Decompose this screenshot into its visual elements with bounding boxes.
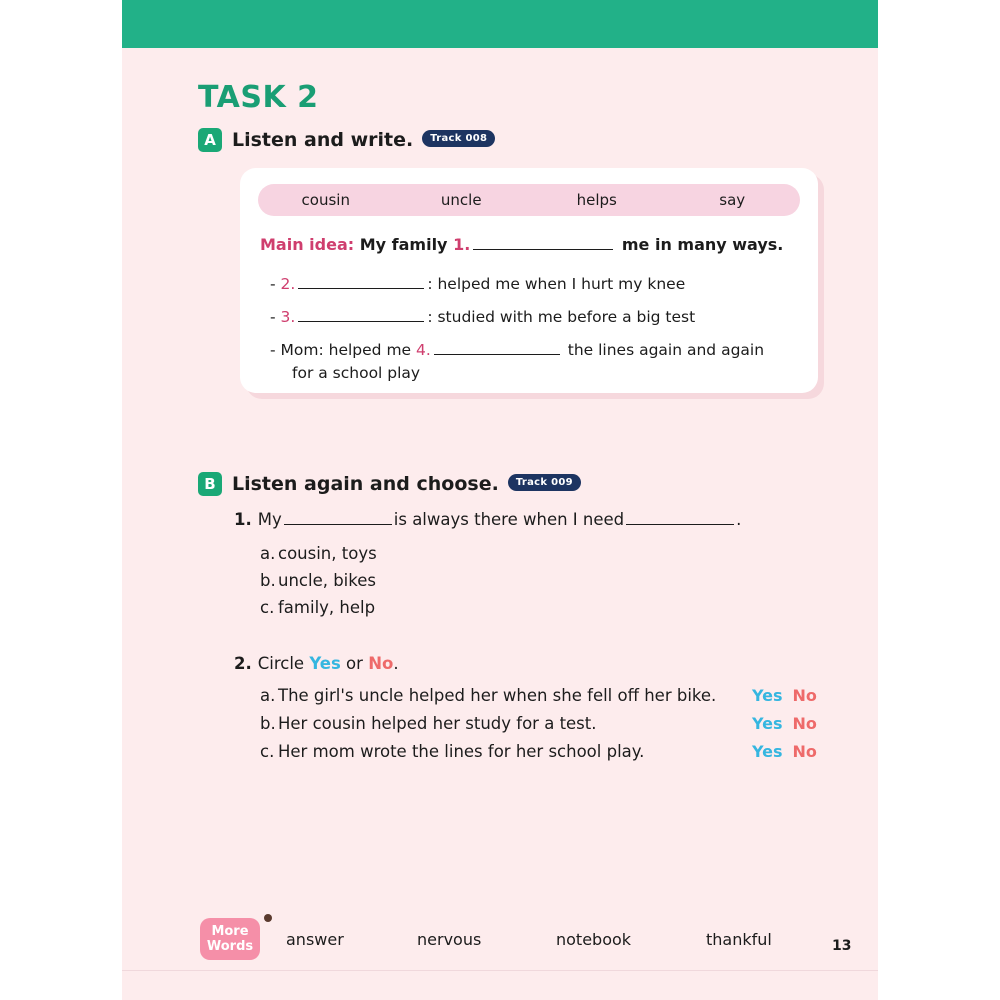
main-idea-text-after: me in many ways. — [621, 235, 784, 254]
yes-option-a[interactable]: Yes — [752, 686, 783, 705]
no-option-a[interactable]: No — [792, 686, 817, 705]
footer-word-thankful: thankful — [706, 930, 772, 949]
option-letter: a. — [260, 544, 276, 563]
question-2-prompt-start: Circle — [257, 654, 305, 673]
word-bank — [258, 184, 800, 216]
card-item-4-prefix: Mom: helped me — [280, 341, 412, 359]
yes-option-b[interactable]: Yes — [752, 714, 783, 733]
word-bank-item: cousin — [301, 191, 350, 209]
top-green-band — [122, 0, 878, 48]
card-item-3-text: : studied with me before a big test — [427, 308, 696, 326]
answer-blank-4[interactable] — [434, 339, 560, 355]
card-item-4-continued: for a school play — [292, 364, 421, 382]
option-letter: c. — [260, 742, 275, 761]
page-title: TASK 2 — [198, 80, 319, 115]
card-item-2 — [270, 273, 685, 293]
word-bank-item: uncle — [440, 191, 482, 209]
more-words-badge — [200, 918, 260, 960]
blank-number-4: 4. — [416, 341, 431, 359]
option-text: family, help — [278, 598, 376, 617]
section-a-instruction: Listen and write. — [232, 129, 414, 151]
worksheet-page — [122, 0, 878, 1000]
question-1-option-c[interactable] — [260, 598, 375, 617]
question-1-text-end: . — [736, 510, 742, 529]
dash: - — [270, 308, 276, 326]
section-a-header — [198, 128, 495, 152]
question-2-option-a — [260, 686, 716, 705]
option-text: cousin, toys — [278, 544, 377, 563]
track-pill-008[interactable]: Track 008 — [422, 130, 495, 147]
question-2-prompt-end: . — [393, 654, 399, 673]
card-item-4-text: the lines again and again — [567, 341, 765, 359]
answer-blank-2[interactable] — [298, 273, 424, 289]
listen-and-write-card — [240, 168, 818, 393]
option-letter: b. — [260, 714, 276, 733]
yes-option-c[interactable]: Yes — [752, 742, 783, 761]
option-text: Her mom wrote the lines for her school play. — [278, 742, 645, 761]
page-number: 13 — [832, 938, 852, 954]
badge-dot-icon — [264, 914, 272, 922]
question-2-or: or — [346, 654, 363, 673]
yes-no-choice-c — [752, 742, 817, 761]
question-1-blank-1[interactable] — [284, 510, 392, 525]
card-item-2-text: : helped me when I hurt my knee — [427, 275, 686, 293]
option-letter: c. — [260, 598, 275, 617]
yes-no-choice-a — [752, 686, 817, 705]
blank-number-2: 2. — [280, 275, 296, 293]
main-idea-label: Main idea: — [260, 235, 355, 254]
question-1 — [234, 510, 741, 529]
question-2-no-word: No — [368, 654, 394, 673]
main-idea-line — [260, 234, 783, 254]
more-words-line2: Words — [206, 939, 254, 954]
answer-blank-1[interactable] — [473, 234, 613, 250]
question-2-yes-word: Yes — [309, 654, 341, 673]
section-b-badge: B — [198, 472, 222, 496]
footer-word-notebook: notebook — [556, 930, 632, 949]
question-1-blank-2[interactable] — [626, 510, 734, 525]
question-1-text-middle: is always there when I need — [393, 510, 625, 529]
dash: - — [270, 275, 276, 293]
question-2 — [234, 654, 399, 673]
main-idea-text-before: My family — [359, 235, 448, 254]
question-2-number: 2. — [234, 654, 252, 673]
question-2-option-c — [260, 742, 644, 761]
footer-divider — [122, 970, 878, 971]
no-option-c[interactable]: No — [792, 742, 817, 761]
question-1-option-a[interactable] — [260, 544, 377, 563]
footer-word-nervous: nervous — [417, 930, 482, 949]
word-bank-item: helps — [576, 191, 617, 209]
option-text: Her cousin helped her study for a test. — [278, 714, 597, 733]
blank-number-3: 3. — [280, 308, 296, 326]
option-letter: a. — [260, 686, 276, 705]
option-text: uncle, bikes — [278, 571, 376, 590]
question-1-number: 1. — [234, 510, 252, 529]
blank-number-1: 1. — [453, 235, 471, 254]
answer-blank-3[interactable] — [298, 306, 424, 322]
section-b-header — [198, 472, 581, 496]
section-b-instruction: Listen again and choose. — [232, 473, 499, 495]
card-item-4 — [270, 339, 764, 359]
question-2-option-b — [260, 714, 597, 733]
more-words-line1: More — [211, 924, 249, 939]
dash: - — [270, 341, 276, 359]
question-1-option-b[interactable] — [260, 571, 376, 590]
card-item-3 — [270, 306, 695, 326]
option-text: The girl's uncle helped her when she fell off her bike. — [278, 686, 717, 705]
track-pill-009[interactable]: Track 009 — [508, 474, 581, 491]
word-bank-item: say — [719, 191, 746, 209]
question-1-text-start: My — [257, 510, 282, 529]
no-option-b[interactable]: No — [792, 714, 817, 733]
option-letter: b. — [260, 571, 276, 590]
section-a-badge: A — [198, 128, 222, 152]
footer-word-answer: answer — [286, 930, 344, 949]
yes-no-choice-b — [752, 714, 817, 733]
